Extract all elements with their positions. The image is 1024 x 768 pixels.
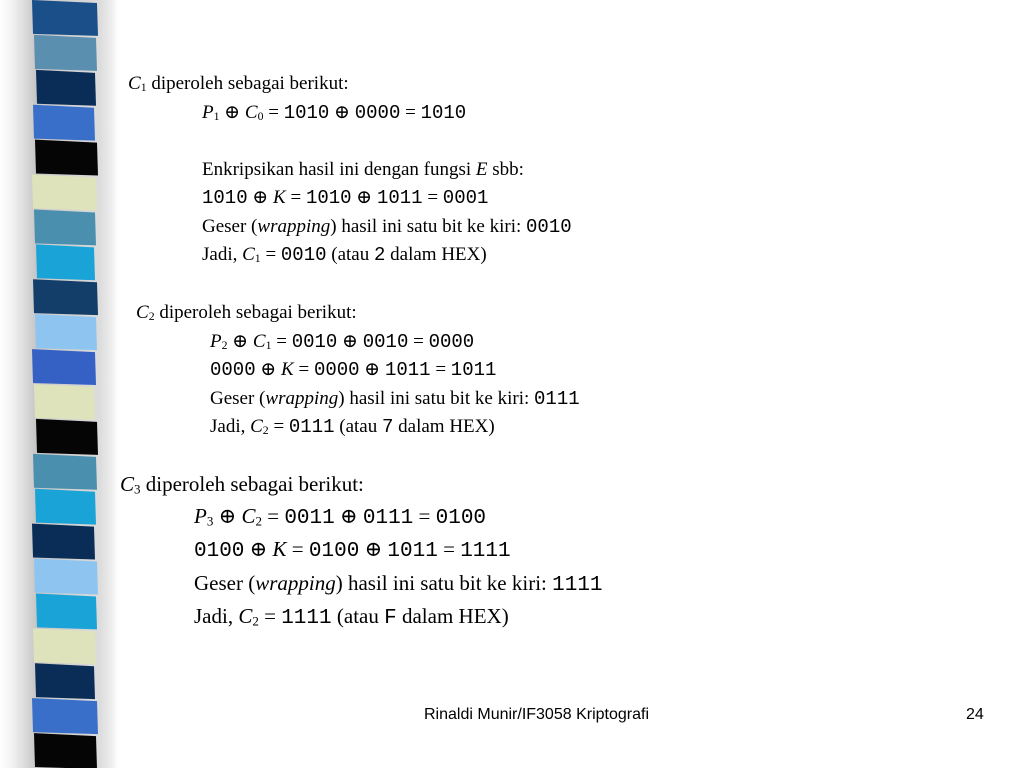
stripe-segment — [32, 349, 96, 385]
stripe-segment — [35, 663, 95, 699]
binary-value: 0100 — [194, 540, 245, 563]
stripe-segment — [33, 279, 98, 315]
text-fragment: ⊕ — [227, 330, 253, 352]
stripe-segment — [36, 593, 97, 629]
subscript: 3 — [206, 512, 214, 528]
binary-value: 1011 — [384, 359, 431, 381]
text-fragment: ) hasil ini satu bit ke kiri: — [335, 570, 553, 595]
formula-line — [128, 99, 572, 128]
stripe-segment — [34, 733, 97, 768]
text-fragment: (atau — [331, 604, 385, 628]
text-fragment: = — [263, 101, 284, 123]
text-fragment: = — [285, 187, 306, 208]
subscript: 1 — [265, 338, 272, 352]
formula-line — [120, 568, 603, 602]
math-variable: C — [252, 330, 266, 352]
stripe-segment — [32, 175, 97, 211]
formula-line — [128, 241, 572, 270]
text-fragment: ) hasil ini satu bit ke kiri: — [338, 387, 535, 409]
math-variable: C — [250, 416, 263, 437]
binary-value: 7 — [382, 416, 394, 438]
formula-line — [128, 184, 572, 213]
text-fragment: ⊕ — [359, 359, 385, 380]
binary-value: 1010 — [420, 101, 467, 124]
heading-text: diperoleh sebagai berikut: — [154, 302, 357, 323]
text-fragment: = — [268, 416, 289, 437]
text-fragment: = — [400, 101, 421, 123]
section-c1 — [128, 70, 572, 270]
math-variable: C — [238, 604, 253, 628]
binary-value: 1010 — [305, 187, 352, 209]
binary-value: 0111 — [362, 506, 414, 530]
stripe-segment — [34, 209, 96, 245]
text-fragment: Geser ( — [202, 215, 258, 237]
heading-text: diperoleh sebagai berikut: — [146, 73, 349, 94]
text-fragment: Enkripsikan hasil ini dengan fungsi — [202, 158, 476, 180]
binary-value: 0010 — [280, 244, 327, 266]
binary-value: 1111 — [281, 607, 332, 630]
binary-value: 0100 — [308, 540, 360, 563]
italic-term: wrapping — [255, 570, 336, 595]
stripe-pattern — [0, 0, 118, 768]
text-fragment: = — [260, 244, 281, 265]
text-fragment: = — [286, 537, 309, 561]
text-fragment: ⊕ — [351, 187, 377, 208]
binary-value: 0111 — [534, 387, 580, 410]
stripe-segment — [34, 384, 95, 420]
text-fragment: Jadi, — [202, 244, 243, 265]
text-fragment: = — [408, 330, 429, 352]
math-variable: C — [120, 472, 135, 496]
text-fragment: dalam HEX) — [393, 416, 495, 437]
formula-line — [128, 156, 572, 185]
text-fragment: ⊕ — [219, 101, 245, 123]
binary-value: 1010 — [283, 101, 330, 124]
binary-value: 0111 — [288, 416, 335, 438]
text-fragment: = — [437, 537, 461, 561]
subscript: 0 — [257, 109, 264, 123]
math-variable: K — [281, 359, 294, 380]
text-fragment: Geser ( — [210, 387, 266, 409]
math-variable: P — [210, 330, 222, 352]
text-fragment: = — [430, 359, 451, 380]
stripe-segment — [33, 628, 96, 664]
binary-value: 1011 — [376, 187, 423, 209]
stripe-segment — [32, 524, 95, 560]
subscript: 3 — [134, 481, 141, 497]
text-fragment: = — [422, 187, 443, 208]
text-fragment: Geser ( — [194, 570, 256, 595]
binary-value: 0010 — [362, 330, 409, 353]
subscript: 1 — [140, 81, 147, 95]
section-c3 — [120, 469, 603, 635]
binary-value: 0100 — [435, 506, 487, 530]
text-fragment: = — [258, 604, 282, 628]
stripe-segment — [34, 35, 97, 71]
math-variable: P — [202, 101, 214, 123]
math-variable: C — [241, 503, 256, 528]
subscript: 2 — [221, 338, 228, 352]
stripe-segment — [36, 244, 95, 280]
binary-value: 0010 — [291, 330, 338, 353]
stripe-segment — [35, 489, 96, 525]
math-variable: P — [194, 503, 207, 528]
binary-value: 0000 — [210, 359, 256, 381]
footer-credit: Rinaldi Munir/IF3058 Kriptografi — [424, 706, 649, 723]
binary-value: 1011 — [387, 540, 438, 563]
stripe-segment — [36, 70, 96, 106]
formula-line — [136, 385, 580, 414]
binary-value: 0000 — [428, 330, 475, 353]
page-number: 24 — [966, 706, 984, 723]
formula-line — [120, 501, 603, 535]
section-heading — [120, 469, 603, 501]
math-variable: K — [272, 537, 287, 561]
stripe-segment — [32, 0, 98, 36]
binary-value: 1010 — [202, 187, 248, 209]
subscript: 2 — [252, 613, 259, 629]
stripe-segment — [35, 140, 98, 176]
stripe-segment — [33, 105, 95, 141]
text-fragment: = — [271, 330, 292, 352]
binary-value: 2 — [374, 244, 386, 266]
text-fragment: ) hasil ini satu bit ke kiri: — [330, 215, 527, 237]
math-variable: C — [128, 73, 141, 94]
text-fragment: ⊕ — [337, 330, 363, 352]
math-variable: C — [244, 101, 258, 123]
math-variable: E — [475, 158, 488, 180]
subscript: 2 — [255, 512, 262, 528]
decorative-stripe-bar — [0, 0, 118, 768]
text-fragment: ⊕ — [255, 359, 282, 380]
math-variable: C — [136, 302, 149, 323]
text-fragment: ⊕ — [359, 537, 388, 561]
text-fragment: sbb: — [487, 158, 524, 180]
text-fragment: (atau — [326, 244, 374, 265]
text-fragment: ⊕ — [213, 503, 242, 528]
text-fragment: = — [261, 503, 285, 528]
text-fragment: dalam HEX) — [396, 604, 509, 628]
italic-term: wrapping — [265, 387, 339, 409]
text-fragment: = — [293, 359, 314, 380]
stripe-segment — [35, 314, 97, 350]
math-variable: C — [242, 244, 255, 265]
subscript: 1 — [254, 252, 261, 266]
stripe-segment — [34, 559, 98, 595]
math-variable: K — [273, 187, 286, 208]
binary-value: 0010 — [526, 215, 572, 238]
binary-value: 1111 — [552, 573, 603, 597]
formula-line — [136, 413, 580, 442]
line-spacer — [128, 127, 572, 156]
stripe-segment — [33, 454, 97, 490]
binary-value: 0000 — [354, 101, 401, 124]
text-fragment: = — [413, 503, 436, 528]
formula-line — [128, 213, 572, 242]
subscript: 2 — [262, 424, 269, 438]
binary-value: 0000 — [313, 359, 360, 381]
text-fragment: Jadi, — [210, 416, 251, 437]
subscript: 2 — [148, 310, 155, 324]
formula-line — [120, 534, 603, 568]
stripe-segment — [32, 698, 98, 734]
stripe-segment — [36, 419, 98, 455]
binary-value: 1011 — [450, 359, 497, 381]
text-fragment: ⊕ — [334, 503, 363, 528]
binary-value: F — [384, 607, 397, 630]
section-c2 — [136, 299, 580, 442]
text-fragment: ⊕ — [329, 101, 355, 123]
italic-term: wrapping — [257, 215, 331, 237]
text-fragment: (atau — [334, 416, 382, 437]
heading-text: diperoleh sebagai berikut: — [140, 472, 364, 496]
formula-line — [136, 328, 580, 357]
binary-value: 1111 — [460, 540, 511, 563]
section-heading — [128, 70, 572, 99]
text-fragment: Jadi, — [194, 604, 239, 628]
formula-line — [120, 601, 603, 635]
binary-value: 0011 — [284, 506, 335, 530]
binary-value: 0001 — [442, 187, 489, 209]
text-fragment: ⊕ — [244, 537, 273, 561]
text-fragment: ⊕ — [247, 187, 274, 208]
text-fragment: dalam HEX) — [385, 244, 487, 265]
subscript: 1 — [213, 109, 220, 123]
formula-line — [136, 356, 580, 385]
section-heading — [136, 299, 580, 328]
